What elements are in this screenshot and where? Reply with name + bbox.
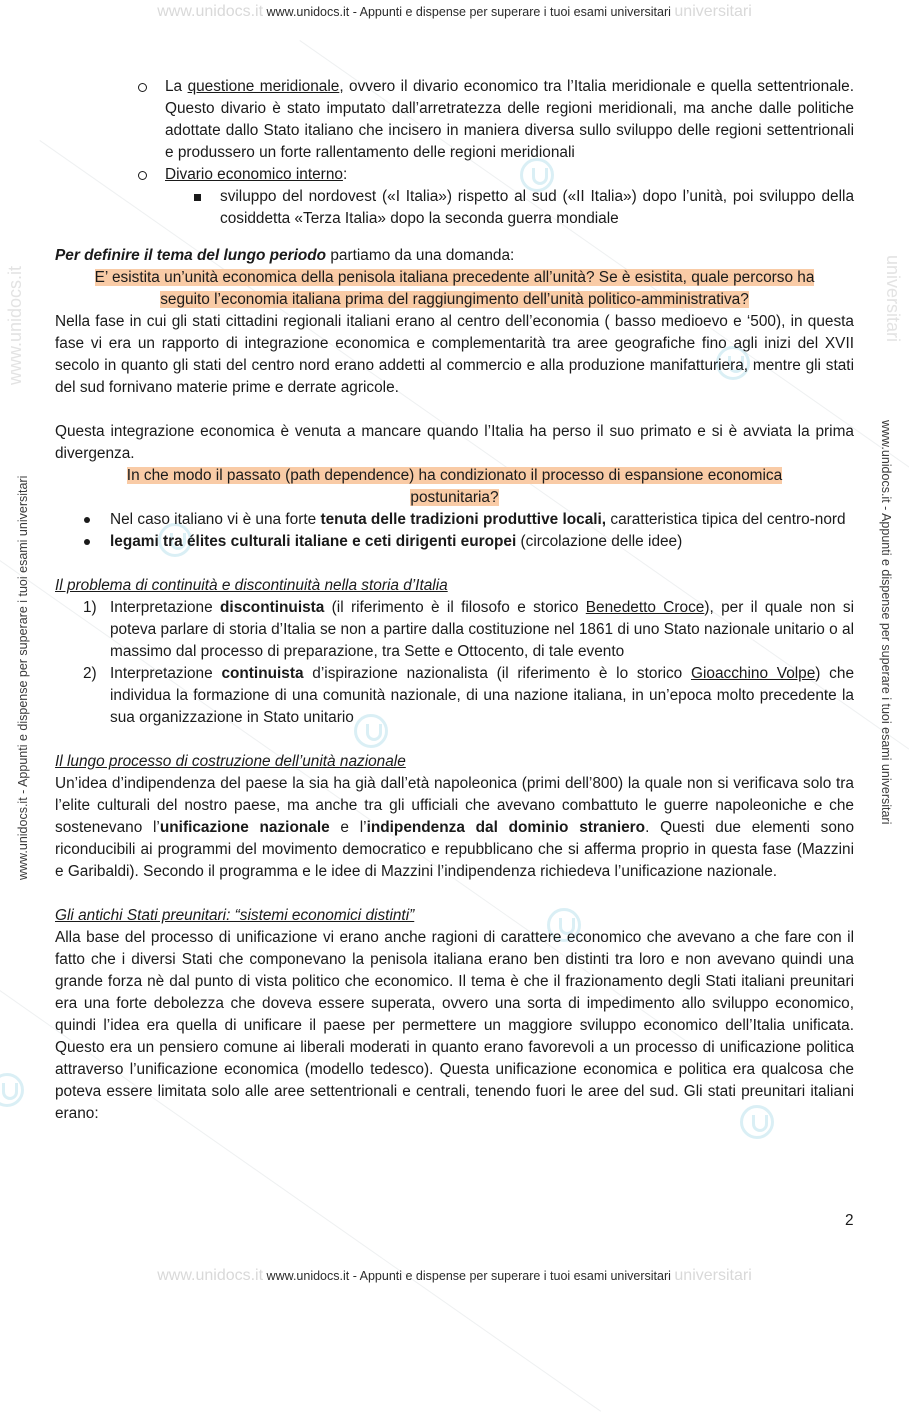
list-item-divario [165, 164, 854, 230]
question2-line-1: In che modo il passato (path dependence) ha condizionato il processo di espansione economica [126, 467, 783, 484]
croce-name: Benedetto Croce [585, 599, 705, 616]
question2-line-2: postunitaria? [410, 489, 499, 506]
volpe-name: Gioacchino Volpe [691, 665, 816, 682]
list-item-questione-meridionale [165, 76, 854, 164]
item-number: 2) [83, 665, 97, 682]
discontinuista-text: Interpretazione discontinuista (il riferimento è il filosofo e storico Benedetto Croce), per il quale non si poteva parlare di storia d’Italia se non a partire dalla costituzione nel 1861 di uno Stato nazionale unitario o al massimo dal processo di preparazione, tra Sette e Ottocento, di tale evento [110, 599, 854, 660]
sub-list-item-sviluppo [165, 186, 854, 230]
section-title-unita: Il lungo processo di costruzione dell’unità nazionale [55, 753, 406, 770]
sviluppo-text: sviluppo del nordovest («I Italia») rispetto al sud («II Italia») dopo l’unità, poi sviluppo della cosiddetta «Terza Italia» dopo la seconda guerra mondiale [220, 188, 854, 227]
bullet-tradizioni-text: Nel caso italiano vi è una forte tenuta delle tradizioni produttive locali, caratteristica tipica del centro-nord [110, 511, 846, 528]
watermark-side-right: www.unidocs.it - Appunti e dispense per superare i tuoi esami universitari [879, 420, 893, 825]
hollow-bullet-icon [138, 83, 147, 92]
bullet-icon [84, 517, 90, 523]
paragraph-divergenza: Questa integrazione economica è venuta a mancare quando l’Italia ha perso il suo primato e si è avviata la prima divergenza. [55, 423, 854, 462]
watermark-ghost-left: www.unidocs.it [5, 265, 25, 385]
lungo-periodo-intro: Per definire il tema del lungo periodo partiamo da una domanda: [55, 247, 515, 264]
continuista-text: Interpretazione continuista d’ispirazione nazionalista (il riferimento è lo storico Gioacchino Volpe) che individua la formazione di una comunità nazionale, di una nazione italiana, in un’epoca molto precedente la sua organizzazione in Stato unitario [110, 665, 854, 726]
questione-meridionale-text: La questione meridionale, ovvero il divario economico tra l’Italia meridionale e quella settentrionale. Questo divario è stato imputato dall’arretratezza delle regioni meridionali, ma anche dalle politiche adottate dallo Stato italiano che incisero in maniera diversa sullo sviluppo delle regioni settentrionali e produssero un forte rallentamento delle regioni meridionali [165, 78, 854, 161]
watermark-top: www.unidocs.it www.unidocs.it - Appunti e dispense per superare i tuoi esami universitari universitari [157, 3, 752, 20]
numbered-item-continuista [55, 663, 854, 729]
question-highlight [55, 267, 854, 311]
numbered-item-discontinuista [55, 597, 854, 663]
intro-list [55, 76, 854, 230]
bullet-icon [84, 539, 90, 545]
watermark-logo [0, 1073, 24, 1107]
section-title-continuita: Il problema di continuità e discontinuità nella storia d’Italia [55, 577, 448, 594]
paragraph-stati: Alla base del processo di unificazione vi erano anche ragioni di carattere economico che avevano a che fare con il fatto che i diversi Stati che componevano la penisola italiana erano ben distinti tra loro e non avevano quindi una grande forza nè dal punto di vista politico che economico. Il tema è che il frazionamento degli Stati italiani preunitari era una forte debolezza che doveva essere superata, ovvero una sorta di impedimento allo sviluppo economico, quindi l’idea era quella di unificare il paese per permettere un maggiore sviluppo economico dell’Italia unificata. Questo era un pensiero comune ai liberali moderati in quanto erano favorevoli a un processo di unificazione politica attraverso l’unificazione economica (modello tedesco). Questa unificazione economica e politica era qualcosa che poteva essere limitata solo alle aree settentrionali e centrali, tenendo fuori le aree del sud. Gli stati preunitari italiani erano: [55, 929, 854, 1122]
divario-term: Divario economico interno [165, 166, 343, 183]
question-line-2: seguito l’economia italiana prima del raggiungimento dell’unità politico-amministrativa? [160, 291, 749, 308]
question2-highlight [55, 465, 854, 509]
document-body [55, 76, 854, 1125]
section-title-stati: Gli antichi Stati preunitari: “sistemi economici distinti” [55, 907, 415, 924]
divario-heading: Divario economico interno: [165, 166, 348, 183]
paragraph-unita: Un’idea d’indipendenza del paese la sia ha già dall’età napoleonica (primi dell’800) la quale non si verificava solo tra l’elite culturali del nostro paese, ma anche tra gli ufficiali che avevano combattuto le guerre napoleoniche e che sostenevano l’unificazione nazionale e l’indipendenza dal dominio straniero. Questi due elementi sono riconducibili ai programmi del movimento democratico e repubblicano che si afferma proprio in questa fase (Mazzini e Garibaldi). Secondo il programma e le idee di Mazzini l’indipendenza richiedeva l’unificazione nazionale. [55, 775, 855, 880]
questione-meridionale-term: questione meridionale [187, 78, 340, 95]
bullet-legami-text: legami tra élites culturali italiane e ceti dirigenti europei (circolazione delle idee) [110, 533, 683, 550]
page-number: 2 [845, 1212, 854, 1229]
paragraph-integrazione: Nella fase in cui gli stati cittadini regionali italiani erano al centro dell’economia ( basso medioevo e ‘500), in questa fase vi era un rapporto di integrazione economica e complementarità tra aree geografiche fino agli inizi del XVII secolo in quanto gli stati del centro nord erano addetti al commercio e alla produzione manifatturiera, mentre gli stati del sud fornivano materie prime e derrate agricole. [55, 313, 854, 396]
item-number: 1) [83, 599, 97, 616]
question-line-1: E’ esistita un’unità economica della penisola italiana precedente all’unità? Se è esistita, quale percorso ha [94, 269, 815, 286]
watermark-bottom: www.unidocs.it www.unidocs.it - Appunti e dispense per superare i tuoi esami universitari universitari [157, 1267, 752, 1284]
watermark-ghost-right: universitari [883, 255, 903, 343]
square-bullet-icon [194, 194, 201, 201]
bullet-legami [55, 531, 854, 553]
watermark-side-left: www.unidocs.it - Appunti e dispense per superare i tuoi esami universitari [16, 475, 30, 880]
bullet-tradizioni [55, 509, 854, 531]
hollow-bullet-icon [138, 171, 147, 180]
